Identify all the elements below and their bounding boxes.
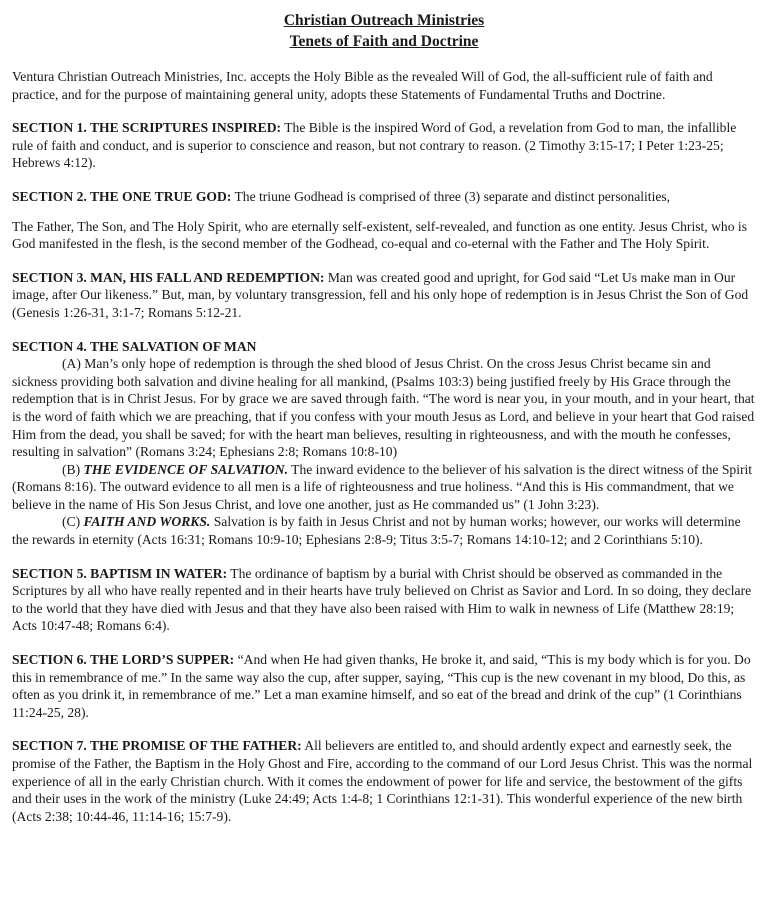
section-2-heading: SECTION 2. THE ONE TRUE GOD: <box>12 188 232 204</box>
section-3 <box>12 269 756 322</box>
section-4-part-c-label: (C) <box>62 514 84 530</box>
section-1 <box>12 119 756 172</box>
section-5 <box>12 565 756 635</box>
section-3-body: Man was created good and upright, for God said “Let Us make man in Our image, after Our likeness.” But, man, by voluntary transgression, fell and his only hope of redemption is in Jesus Christ the Son of God (Genesis 1:26-31, 3:1-7; Romans 5:12-21. <box>12 269 749 320</box>
document-title: Tenets of Faith and Doctrine <box>289 33 479 50</box>
section-6-body: “And when He had given thanks, He broke it, and said, “This is my body which is for you. Do this in remembrance of me.” In the same way also the cup, after supper, saying, “This cup is the new covenant in my blood, Do this, as often as you drink it, in remembrance of me.” Let a man examine himself, and so eat of the bread and drink of the cup” (1 Corinthians 11:24-25, 28). <box>12 652 751 720</box>
section-1-body: The Bible is the inspired Word of God, a revelation from God to man, the infallible rule of faith and conduct, and is superior to conscience and reason, but not contrary to reason. (2 Timothy 3:15-17; I Peter 1:23-25; Hebrews 4:12). <box>12 120 737 171</box>
section-3-heading: SECTION 3. MAN, HIS FALL AND REDEMPTION: <box>12 269 325 285</box>
intro-paragraph: Ventura Christian Outreach Ministries, Inc. accepts the Holy Bible as the revealed Will of God, the all-sufficient rule of faith and practice, and for the purpose of maintaining general unity, adopts these Statements of Fundamental Truths and Doctrine. <box>12 69 713 102</box>
section-5-body: The ordinance of baptism by a burial with Christ should be observed as commanded in the Scriptures by all who have really repented and in their hearts have truly believed on Christ as Savior and Lord. In so doing, they declare to the world that they have died with Jesus and that they have also been raised with Him to walk in newness of Life (Matthew 28:19; Acts 10:47-48; Romans 6:4). <box>12 565 752 634</box>
section-7-body: All believers are entitled to, and should ardently expect and earnestly seek, the promise of the Father, the Baptism in the Holy Ghost and Fire, according to the command of our Lord Jesus Christ. This was the normal experience of all in the early Christian church. With it comes the endowment of power for life and service, the bestowment of the gifts and their uses in the work of the ministry (Luke 24:49; Acts 1:4-8; 1 Corinthians 12:1-31). This wonderful experience of the new birth (Acts 2:38; 10:44-46, 11:14-16; 15:7-9). <box>12 738 753 824</box>
section-6-heading: SECTION 6. THE LORD’S SUPPER: <box>12 652 235 668</box>
document-header <box>12 10 756 52</box>
section-7 <box>12 737 756 825</box>
section-4-part-c <box>12 513 756 548</box>
section-4-part-b-heading: THE EVIDENCE OF SALVATION. <box>83 461 288 477</box>
section-6 <box>12 651 756 721</box>
section-1-heading: SECTION 1. THE SCRIPTURES INSPIRED: <box>12 120 282 136</box>
section-4-heading: SECTION 4. THE SALVATION OF MAN <box>12 338 257 354</box>
section-4-part-b <box>12 461 756 514</box>
section-4-part-c-heading: FAITH AND WORKS. <box>83 514 211 530</box>
section-4-part-c-body: Salvation is by faith in Jesus Christ and not by human works; however, our works will determine the rewards in eternity (Acts 16:31; Romans 10:9-10; Ephesians 2:8-9; Titus 3:5-7; Romans 14:10-12; and 2 Corinthians 5:10). <box>12 514 741 548</box>
section-4-part-b-body: The inward evidence to the believer of his salvation is the direct witness of the Spirit (Romans 8:16). The outward evidence to all men is a life of righteousness and true holiness. “And this is His commandment, that we believe in the name of His Son Jesus Christ, and love one another, just as He commanded us” (1 John 3:23). <box>12 461 753 512</box>
organization-title: Christian Outreach Ministries <box>283 12 485 29</box>
section-5-heading: SECTION 5. BAPTISM IN WATER: <box>12 565 228 581</box>
section-2-body-continued: The Father, The Son, and The Holy Spirit, who are eternally self-existent, self-revealed, and function as one entity. Jesus Christ, who is God manifested in the flesh, is the second member of the Godhead, co-equal and co-eternal with the Father and The Holy Spirit. <box>12 218 747 252</box>
section-2 <box>12 188 756 206</box>
section-2-body-line1: The triune Godhead is comprised of three (3) separate and distinct personalities, <box>231 188 671 204</box>
section-4-heading-line <box>12 338 756 356</box>
section-4-part-a: (A) Man’s only hope of redemption is through the shed blood of Jesus Christ. On the cross Jesus Christ became sin and sickness providing both salvation and divine healing for all mankind, (Psalms 103:3) being justified freely by His Grace through the redemption that is in Christ Jesus. For by grace we are saved through faith. “The word is near you, in your mouth, and in your heart, that is the word of faith which we are preaching, that if you confess with your mouth Jesus as Lord, and believe in your heart that God raised Him from the dead, you shall be saved; for with the heart man believes, resulting in righteousness, and with the mouth he confesses, resulting in salvation” (Romans 3:24; Ephesians 2:8; Romans 10:8-10) <box>12 356 755 460</box>
section-7-heading: SECTION 7. THE PROMISE OF THE FATHER: <box>12 738 302 754</box>
section-4-part-b-label: (B) <box>62 461 84 477</box>
